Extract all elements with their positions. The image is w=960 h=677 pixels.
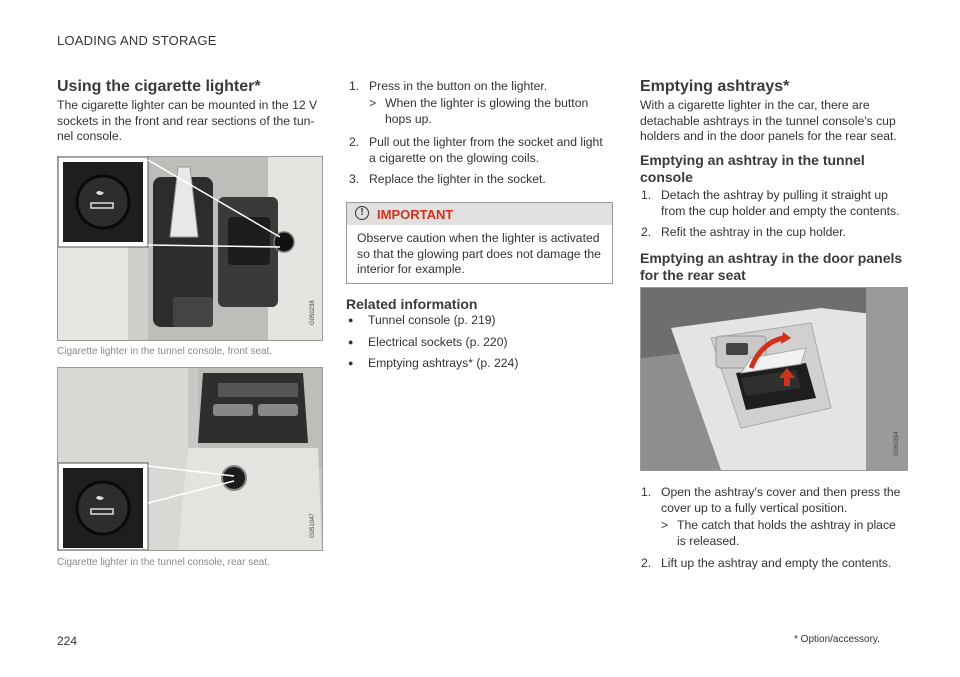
step-line: from the cup holder and empty the contents.: [661, 203, 900, 218]
step-number: 2.: [349, 135, 360, 149]
step-text: [369, 135, 603, 166]
intro-line: The cigarette lighter can be mounted in the 12 V: [57, 98, 318, 112]
intro-line: nel console.: [57, 129, 123, 143]
step-number: 3.: [349, 172, 360, 186]
step-number: 1.: [641, 188, 652, 202]
step-text: [661, 485, 900, 516]
image-code: G051047: [310, 513, 316, 538]
bullet-dot: ●: [348, 337, 354, 347]
emptying-ashtrays-title: Emptying ashtrays*: [640, 78, 790, 95]
image-caption: Cigarette lighter in the tunnel console, rear seat.: [57, 557, 270, 568]
step-line: Detach the ashtray by pulling it straight up: [661, 188, 888, 202]
bullet-dot: ●: [348, 315, 354, 325]
result-text: [385, 96, 588, 127]
result-text: [677, 518, 896, 549]
door-panel-subtitle: [640, 250, 902, 284]
rear-console-image: [57, 367, 323, 551]
front-console-illustration: [58, 157, 322, 340]
step-text: Lift up the ashtray and empty the contents.: [661, 556, 892, 570]
page-number: 224: [57, 634, 78, 648]
result-arrow: >: [369, 96, 377, 110]
important-line: interior for example.: [357, 262, 465, 276]
important-title: IMPORTANT: [377, 207, 454, 222]
warning-icon: !: [355, 206, 369, 220]
related-link[interactable]: [346, 335, 608, 351]
subtitle-line: for the rear seat: [640, 267, 746, 283]
intro-line: With a cigarette lighter in the car, there are: [640, 98, 870, 112]
result-arrow: >: [661, 518, 669, 532]
step-text: Press in the button on the lighter.: [369, 79, 548, 93]
option-footnote: * Option/accessory.: [794, 634, 880, 645]
important-notice: [346, 202, 613, 284]
image-code: G050238: [310, 300, 316, 325]
image-code: G060394: [894, 431, 900, 456]
result-line: is released.: [677, 533, 740, 548]
important-body: [357, 231, 607, 278]
step-number: 1.: [641, 485, 652, 499]
rear-console-illustration: [58, 368, 322, 550]
cigarette-lighter-intro: [57, 98, 317, 145]
step-number: 2.: [641, 225, 652, 239]
related-link-text: Tunnel console (p. 219): [368, 313, 496, 327]
step-line: cover up to a fully vertical position.: [661, 500, 848, 515]
intro-line: detachable ashtrays in the tunnel console's cup: [640, 113, 896, 128]
result-line: hops up.: [385, 111, 432, 126]
step-text: Refit the ashtray in the cup holder.: [661, 225, 846, 239]
step-text: [661, 188, 899, 219]
related-link[interactable]: [346, 313, 608, 329]
emptying-ashtrays-intro: [640, 98, 897, 145]
tunnel-console-subtitle: [640, 152, 865, 186]
step-number: 2.: [641, 556, 652, 570]
important-line: Observe caution when the lighter is activated: [357, 231, 600, 245]
subtitle-line: console: [640, 169, 693, 185]
related-link-text: Emptying ashtrays* (p. 224): [368, 356, 519, 370]
important-header: [347, 203, 612, 225]
result-line: The catch that holds the ashtray in place: [677, 518, 896, 532]
step-text: Replace the lighter in the socket.: [369, 172, 546, 186]
door-ashtray-illustration: [641, 288, 907, 470]
image-caption: Cigarette lighter in the tunnel console, front seat.: [57, 346, 273, 357]
front-console-image: [57, 156, 323, 341]
section-header: LOADING AND STORAGE: [57, 33, 217, 48]
important-line: so that the glowing part does not damage the: [357, 246, 601, 261]
intro-line: holders and in the door panels for the rear seat.: [640, 129, 897, 143]
door-ashtray-image: [640, 287, 908, 471]
intro-line: sockets in the front and rear sections of the tun-: [57, 113, 315, 128]
step-line: Pull out the lighter from the socket and light: [369, 135, 603, 149]
related-info-title: Related information: [346, 296, 478, 312]
related-link[interactable]: [346, 356, 608, 372]
cigarette-lighter-title: Using the cigarette lighter*: [57, 78, 261, 95]
bullet-dot: ●: [348, 358, 354, 368]
subtitle-line: Emptying an ashtray in the door panels: [640, 250, 903, 266]
result-line: When the lighter is glowing the button: [385, 96, 589, 110]
step-line: Open the ashtray's cover and then press the: [661, 485, 901, 499]
step-line: a cigarette on the glowing coils.: [369, 150, 540, 165]
step-number: 1.: [349, 79, 360, 93]
related-link-text: Electrical sockets (p. 220): [368, 335, 508, 349]
subtitle-line: Emptying an ashtray in the tunnel: [640, 152, 865, 168]
